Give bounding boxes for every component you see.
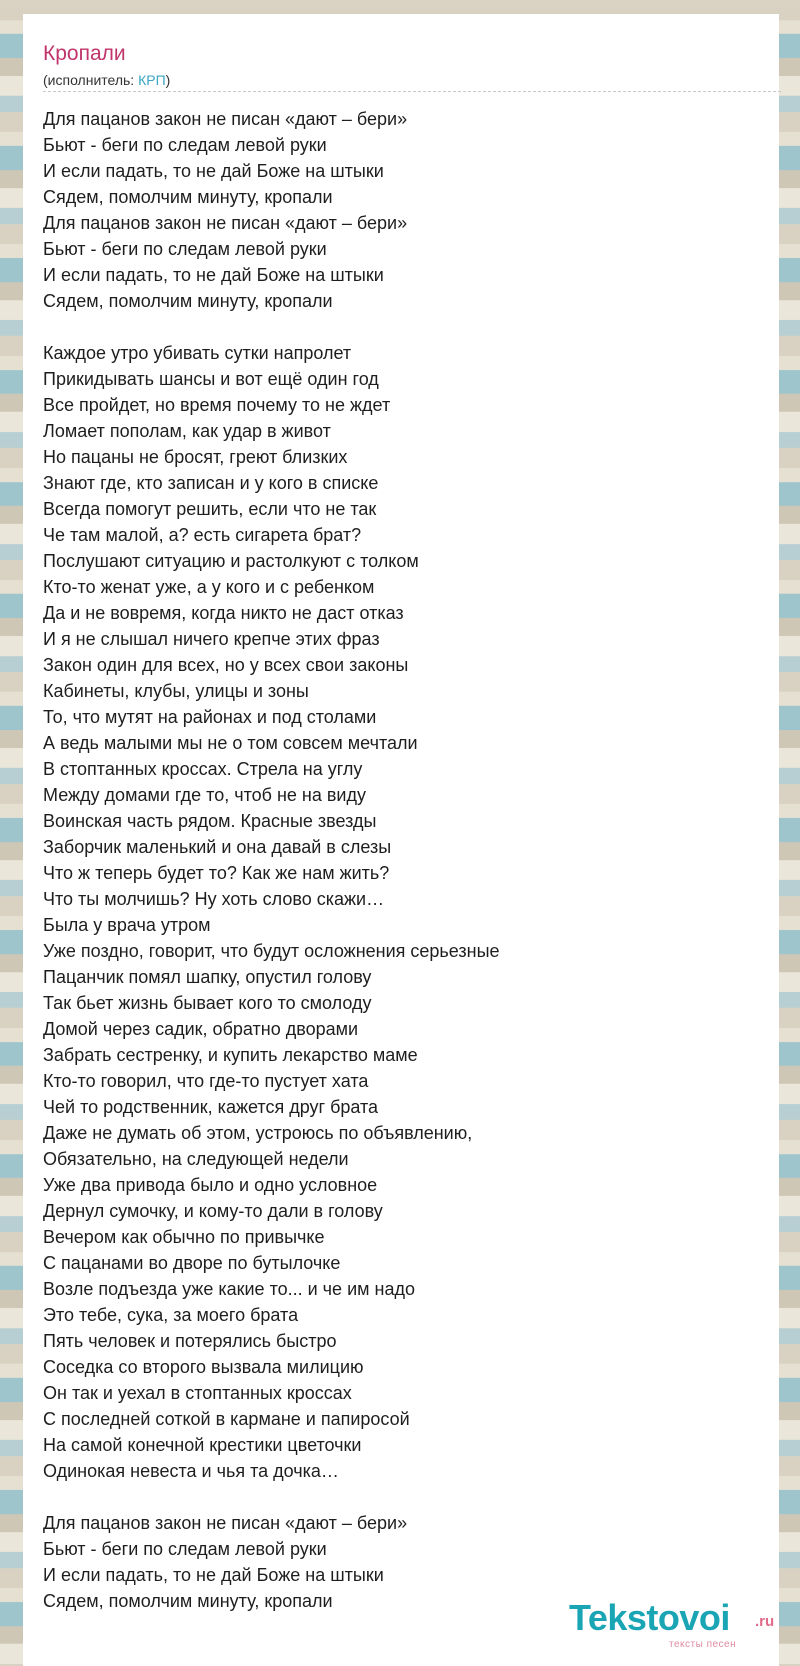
lyric-line: Ломает пополам, как удар в живот — [43, 421, 331, 441]
lyric-line: В стоптанных кроссах. Стрела на углу — [43, 759, 363, 779]
lyric-line: Он так и уехал в стоптанных кроссах — [43, 1383, 352, 1403]
lyric-line: Даже не думать об этом, устроюсь по объявлению, — [43, 1123, 473, 1143]
lyric-line: Кто-то женат уже, а у кого и с ребенком — [43, 577, 375, 597]
lyric-line: Сядем, помолчим минуту, кропали — [43, 1591, 333, 1611]
lyric-line: Уже поздно, говорит, что будут осложнения серьезные — [43, 941, 500, 961]
lyric-line: Обязательно, на следующей недели — [43, 1149, 349, 1169]
lyric-line: Кабинеты, клубы, улицы и зоны — [43, 681, 309, 701]
lyrics-stanza — [43, 106, 763, 314]
lyric-line: С пацанами во дворе по бутылочке — [43, 1253, 341, 1273]
logo-wordmark: Tekstovoi — [569, 1597, 730, 1638]
lyric-line: Одинокая невеста и чья та дочка… — [43, 1461, 339, 1481]
lyric-line: Пять человек и потерялись быстро — [43, 1331, 337, 1351]
lyric-line: Бьют - беги по следам левой руки — [43, 239, 327, 259]
lyric-line: И если падать, то не дай Боже на штыки — [43, 265, 384, 285]
lyric-line: Возле подъезда уже какие то... и че им надо — [43, 1279, 415, 1299]
logo-domain-suffix: .ru — [755, 1613, 775, 1630]
artist-line — [43, 72, 170, 88]
lyric-line: Послушают ситуацию и растолкуют с толком — [43, 551, 419, 571]
lyric-line: И если падать, то не дай Боже на штыки — [43, 1565, 384, 1585]
lyrics-page — [23, 14, 779, 1666]
lyric-line: Между домами где то, чтоб не на виду — [43, 785, 366, 805]
lyric-line: Соседка со второго вызвала милицию — [43, 1357, 364, 1377]
logo-tagline: тексты песен — [669, 1639, 737, 1650]
lyric-line: Для пацанов закон не писан «дают – бери» — [43, 109, 408, 129]
lyric-line: Бьют - беги по следам левой руки — [43, 1539, 327, 1559]
lyric-line: Чей то родственник, кажется друг брата — [43, 1097, 379, 1117]
lyric-line: Че там малой, а? есть сигарета брат? — [43, 525, 362, 545]
lyric-line: Но пацаны не бросят, греют близких — [43, 447, 348, 467]
lyric-line: Для пацанов закон не писан «дают – бери» — [43, 213, 408, 233]
artist-prefix: (исполнитель: — [43, 72, 139, 88]
lyric-line: Вечером как обычно по привычке — [43, 1227, 325, 1247]
lyric-line: А ведь малыми мы не о том совсем мечтали — [43, 733, 418, 753]
lyric-line: Да и не вовремя, когда никто не даст отказ — [43, 603, 404, 623]
site-logo[interactable] — [569, 1597, 789, 1657]
lyric-line: Бьют - беги по следам левой руки — [43, 135, 327, 155]
artist-link[interactable]: КРП — [138, 72, 166, 88]
lyric-line: Дернул сумочку, и кому-то дали в голову — [43, 1201, 383, 1221]
artist-suffix: ) — [165, 72, 171, 88]
lyric-line: На самой конечной крестики цветочки — [43, 1435, 362, 1455]
lyric-line: Каждое утро убивать сутки напролет — [43, 343, 352, 363]
lyric-line: Забрать сестренку, и купить лекарство маме — [43, 1045, 418, 1065]
lyric-line: Пацанчик помял шапку, опустил голову — [43, 967, 372, 987]
lyric-line: Всегда помогут решить, если что не так — [43, 499, 377, 519]
lyrics-stanza — [43, 340, 763, 1484]
lyric-line: Что ж теперь будет то? Как же нам жить? — [43, 863, 390, 883]
lyric-line: Кто-то говорил, что где-то пустует хата — [43, 1071, 369, 1091]
lyric-line: И если падать, то не дай Боже на штыки — [43, 161, 384, 181]
lyrics-body — [43, 106, 763, 1640]
song-title: Кропали — [43, 42, 126, 65]
lyric-line: Все пройдет, но время почему то не ждет — [43, 395, 391, 415]
lyric-line: Сядем, помолчим минуту, кропали — [43, 187, 333, 207]
lyric-line: Сядем, помолчим минуту, кропали — [43, 291, 333, 311]
header-divider — [43, 91, 781, 92]
lyric-line: Закон один для всех, но у всех свои законы — [43, 655, 409, 675]
lyric-line: Домой через садик, обратно дворами — [43, 1019, 359, 1039]
lyric-line: И я не слышал ничего крепче этих фраз — [43, 629, 380, 649]
lyric-line: Что ты молчишь? Ну хоть слово скажи… — [43, 889, 385, 909]
lyric-line: Так бьет жизнь бывает кого то смолоду — [43, 993, 372, 1013]
lyric-line: С последней соткой в кармане и папиросой — [43, 1409, 410, 1429]
lyric-line: Заборчик маленький и она давай в слезы — [43, 837, 392, 857]
lyric-line: Знают где, кто записан и у кого в списке — [43, 473, 379, 493]
lyric-line: Это тебе, сука, за моего брата — [43, 1305, 299, 1325]
lyric-line: Воинская часть рядом. Красные звезды — [43, 811, 377, 831]
lyric-line: Была у врача утром — [43, 915, 211, 935]
lyric-line: То, что мутят на районах и под столами — [43, 707, 377, 727]
lyric-line: Уже два привода было и одно условное — [43, 1175, 378, 1195]
lyric-line: Для пацанов закон не писан «дают – бери» — [43, 1513, 408, 1533]
lyric-line: Прикидывать шансы и вот ещё один год — [43, 369, 379, 389]
